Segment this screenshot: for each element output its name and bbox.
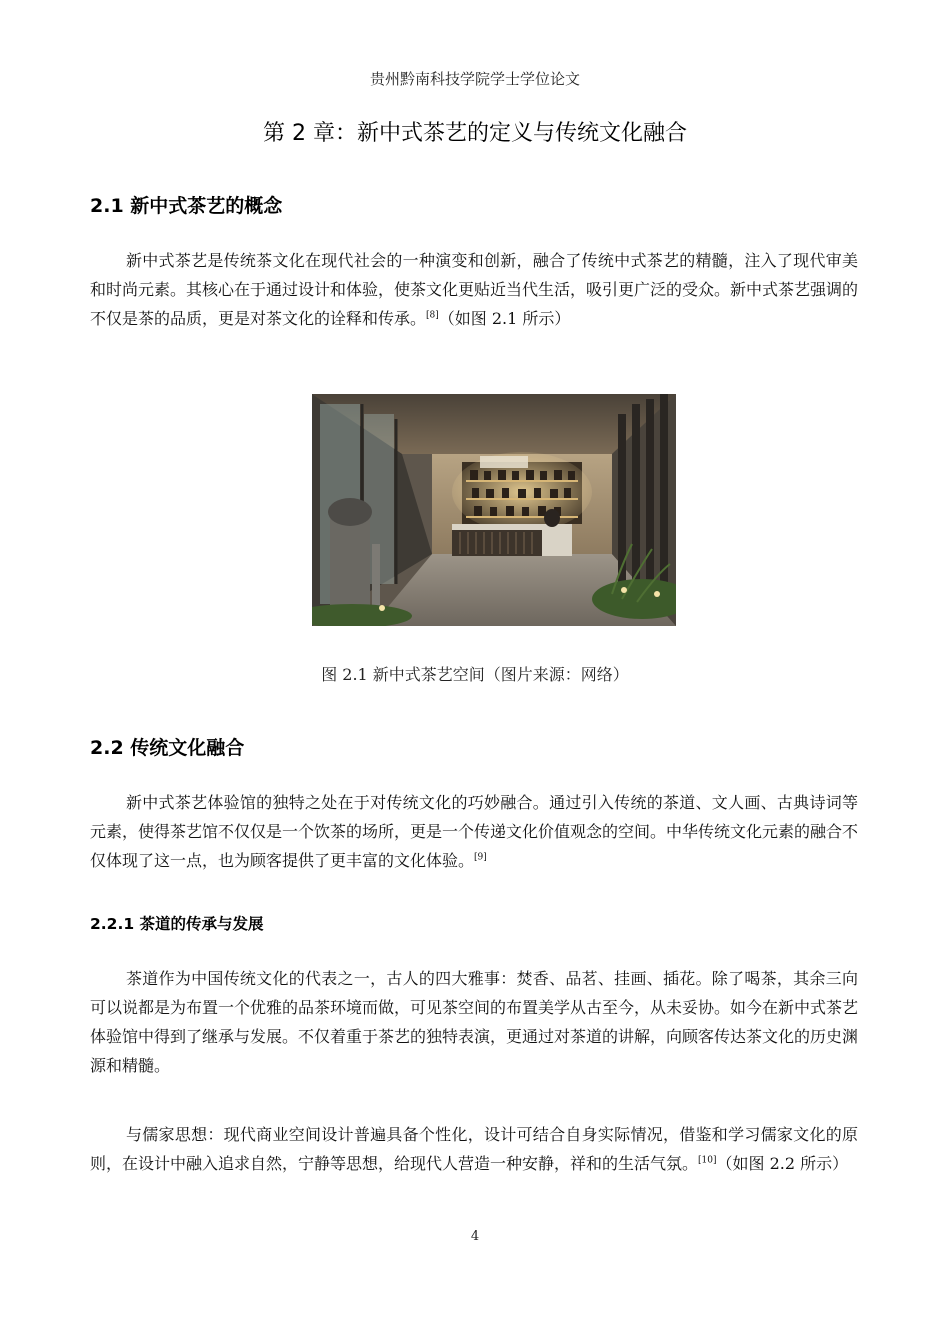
figure-ref-text: （如图 2.2 所示） [716,1154,849,1173]
section-heading-2-2: 2.2 传统文化融合 [90,737,245,759]
tea-space-photo [312,394,676,626]
subsection-paragraph-2 [90,1120,858,1178]
citation-ref: [8] [426,310,439,321]
page-number: 4 [470,1229,480,1244]
paragraph-text: 新中式茶艺是传统茶文化在现代社会的一种演变和创新，融合了传统中式茶艺的精髓，注入了现代审美和时尚元素。其核心在于通过设计和体验，使茶文化更贴近当代生活，吸引更广泛的受众。新中式茶艺强调的不仅是茶的品质，更是对茶文化的诠释和传承。 [90,251,859,328]
paragraph-text: 与儒家思想：现代商业空间设计普遍具备个性化，设计可结合自身实际情况，借鉴和学习儒家文化的原则，在设计中融入追求自然，宁静等思想，给现代人营造一种安静，祥和的生活气氛。 [90,1125,858,1173]
section-2-1-paragraph [90,246,858,333]
running-header: 贵州黔南科技学院学士学位论文 [369,70,580,88]
subsection-heading-2-2-1: 2.2.1 茶道的传承与发展 [90,915,264,933]
subsection-paragraph-1: 茶道作为中国传统文化的代表之一，古人的四大雅事：焚香、品茗、挂画、插花。除了喝茶，其余三向可以说都是为布置一个优雅的品茶环境而做，可见茶空间的布置美学从古至今，从未妥协。如今在新中式茶艺体验馆中得到了继承与发展。不仅着重于茶艺的独特表演，更通过对茶道的讲解，向顾客传达茶文化的历史渊源和精髓。 [90,969,859,1075]
figure-caption: 图 2.1 新中式茶艺空间（图片来源：网络） [321,665,629,684]
chapter-title: 第 2 章：新中式茶艺的定义与传统文化融合 [263,121,687,146]
citation-ref: [10] [698,1155,717,1166]
paragraph-text: 新中式茶艺体验馆的独特之处在于对传统文化的巧妙融合。通过引入传统的茶道、文人画、古典诗词等元素，使得茶艺馆不仅仅是一个饮茶的场所，更是一个传递文化价值观念的空间。中华传统文化元素的融合不仅体现了这一点，也为顾客提供了更丰富的文化体验。 [90,793,859,870]
figure-ref-text: （如图 2.1 所示） [438,309,571,328]
citation-ref: [9] [474,852,487,863]
section-2-2-paragraph [90,788,858,875]
section-heading-2-1: 2.1 新中式茶艺的概念 [90,195,283,217]
